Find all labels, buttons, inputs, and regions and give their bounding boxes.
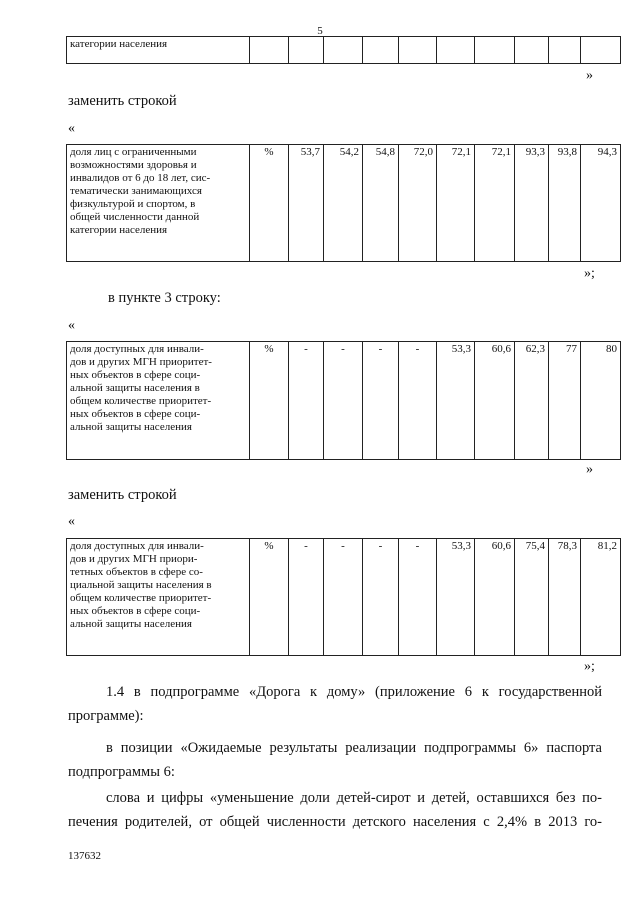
closing-quote: »; [584, 659, 595, 674]
opening-quote: « [68, 121, 75, 136]
indicator-value: 93,8 [549, 145, 581, 262]
name-line: доля доступных для инвали- [70, 343, 204, 355]
indicator-name [67, 145, 250, 262]
indicator-unit [250, 37, 289, 64]
paragraph-words [68, 789, 602, 831]
table-row [67, 37, 621, 64]
indicator-value: - [399, 539, 437, 656]
name-line: ных объектов в сфере соци- [70, 605, 201, 617]
indicator-value: 72,0 [399, 145, 437, 262]
name-line: категории населения [70, 224, 168, 236]
indicator-value [515, 37, 549, 64]
paragraph-1-4 [68, 683, 602, 725]
table-row [67, 145, 621, 262]
name-line: ных объектов в сфере соци- [70, 369, 201, 381]
indicator-value: - [324, 342, 363, 460]
indicator-value: 93,3 [515, 145, 549, 262]
name-line: ных объектов в сфере соци- [70, 408, 201, 420]
indicator-value: - [289, 342, 324, 460]
replace-instruction: заменить строкой [68, 487, 177, 503]
name-line: доля лиц с ограниченными [70, 146, 197, 158]
indicator-value [324, 37, 363, 64]
table-row [67, 342, 621, 460]
indicator-value: 54,8 [363, 145, 399, 262]
paragraph-position [68, 739, 602, 781]
closing-quote: » [586, 68, 593, 83]
name-line: возможностями здоровья и [70, 159, 197, 171]
document-code: 137632 [68, 850, 101, 862]
name-line: инвалидов от 6 до 18 лет, сис- [70, 172, 211, 184]
indicator-name: категории населения [67, 37, 250, 64]
name-line: доля доступных для инвали- [70, 540, 204, 552]
opening-quote: « [68, 318, 75, 333]
indicator-value: 72,1 [437, 145, 475, 262]
opening-quote: « [68, 514, 75, 529]
paragraph-line: программе): [68, 708, 144, 724]
indicator-value: 54,2 [324, 145, 363, 262]
paragraph-line: слова и цифры «уменьшение доли детей-сирот и детей, оставшихся без по- [106, 790, 602, 806]
indicator-value: 94,3 [581, 145, 621, 262]
indicator-value: 72,1 [475, 145, 515, 262]
paragraph-line: в позиции «Ожидаемые результаты реализации подпрограммы 6» паспорта [106, 740, 602, 756]
indicator-value [399, 37, 437, 64]
name-line: тетных объектов в сфере со- [70, 566, 203, 578]
indicator-value: 77 [549, 342, 581, 460]
indicator-value [475, 37, 515, 64]
name-line: дов и других МГН приори- [70, 553, 198, 565]
indicator-value: - [399, 342, 437, 460]
point-instruction: в пункте 3 строку: [108, 290, 221, 306]
name-line: альной защиты населения [70, 421, 192, 433]
indicator-value: - [289, 539, 324, 656]
paragraph-line: печения родителей, от общей численности детского населения с 2,4% в 2013 го- [68, 814, 602, 830]
name-line: дов и других МГН приоритет- [70, 356, 212, 368]
indicator-value: - [363, 539, 399, 656]
indicator-value [363, 37, 399, 64]
indicator-unit: % [250, 342, 289, 460]
indicator-value: 62,3 [515, 342, 549, 460]
name-line: общем количестве приоритет- [70, 395, 212, 407]
name-line: общем количестве приоритет- [70, 592, 212, 604]
indicator-value: - [363, 342, 399, 460]
indicator-unit: % [250, 145, 289, 262]
indicator-unit: % [250, 539, 289, 656]
indicator-value: - [324, 539, 363, 656]
indicator-value [549, 37, 581, 64]
indicator-name [67, 342, 250, 460]
name-line: альной защиты населения в [70, 382, 200, 394]
table-row [67, 539, 621, 656]
indicator-value [581, 37, 621, 64]
page-number: 5 [317, 25, 323, 37]
name-line: физкультурой и спортом, в [70, 198, 196, 210]
closing-quote: »; [584, 266, 595, 281]
indicator-value: 78,3 [549, 539, 581, 656]
name-line: общей численности данной [70, 211, 200, 223]
indicator-value: 60,6 [475, 539, 515, 656]
indicator-value: 53,3 [437, 342, 475, 460]
indicator-table-sport [66, 144, 621, 262]
indicator-value: 53,7 [289, 145, 324, 262]
indicator-table-accessibility-old [66, 341, 621, 460]
paragraph-line: 1.4 в подпрограмме «Дорога к дому» (приложение 6 к государственной [106, 684, 602, 700]
indicator-value: 53,3 [437, 539, 475, 656]
paragraph-line: подпрограммы 6: [68, 764, 175, 780]
indicator-name [67, 539, 250, 656]
indicator-value: 60,6 [475, 342, 515, 460]
closing-quote: » [586, 462, 593, 477]
name-line: циальной защиты населения в [70, 579, 212, 591]
indicator-value [437, 37, 475, 64]
indicator-value: 75,4 [515, 539, 549, 656]
indicator-value: 80 [581, 342, 621, 460]
replace-instruction: заменить строкой [68, 93, 177, 109]
indicator-value: 81,2 [581, 539, 621, 656]
name-line: тематически занимающихся [70, 185, 202, 197]
indicator-table-accessibility-new [66, 538, 621, 656]
name-line: альной защиты населения [70, 618, 192, 630]
indicator-value [289, 37, 324, 64]
indicator-table-fragment [66, 36, 621, 64]
